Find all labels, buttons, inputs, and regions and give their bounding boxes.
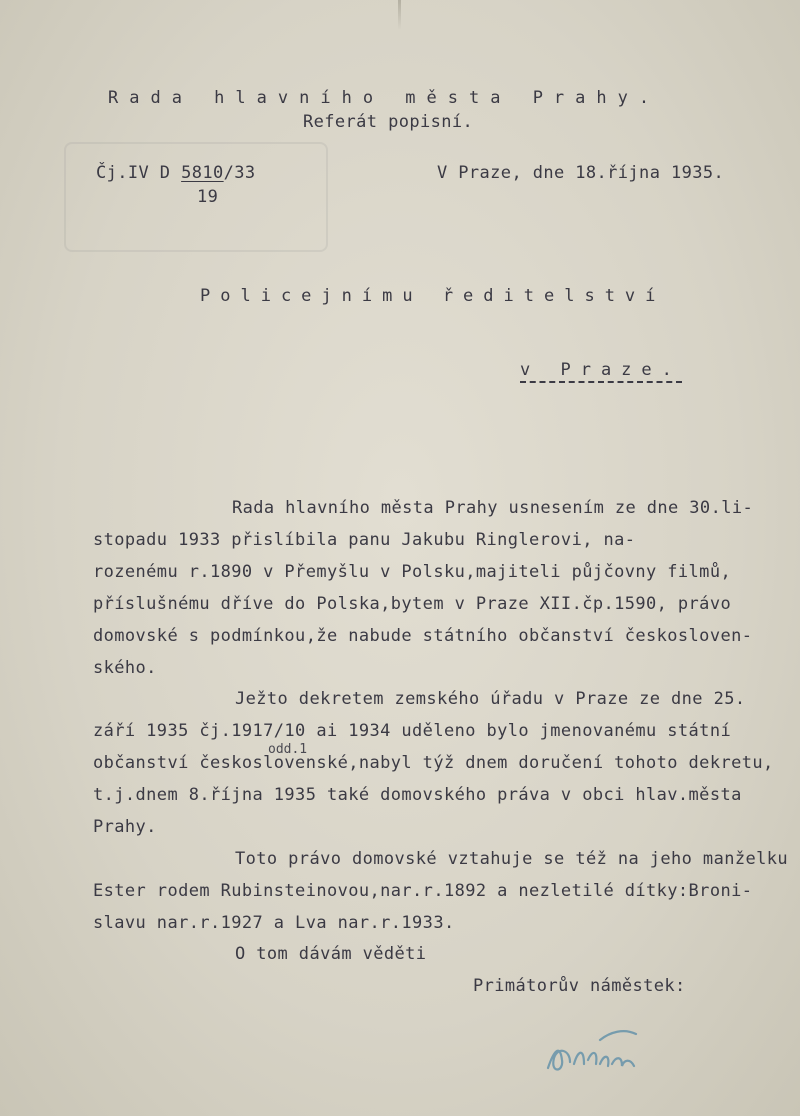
addressee-location-text: v Praze.	[520, 360, 682, 383]
body-line: stopadu 1933 přislíbila panu Jakubu Ringlerovi, na-	[93, 530, 636, 550]
body-line: O tom dávám věděti	[235, 944, 427, 964]
body-line: občanství československé,nabyl týž dnem doručení tohoto dekretu,	[93, 753, 774, 773]
closing-title: Primátorův náměstek:	[473, 976, 686, 996]
addressee-name: Policejnímu ředitelství	[200, 286, 666, 306]
body-line: t.j.dnem 8.října 1935 také domovského práva v obci hlav.města	[93, 785, 742, 805]
body-line: příslušnému dříve do Polska,bytem v Praze XII.čp.1590, právo	[93, 594, 732, 614]
reference-prefix: Čj.IV D	[96, 163, 182, 183]
place-and-date: V Praze, dne 18.října 1935.	[437, 163, 725, 183]
body-line: Prahy.	[93, 817, 157, 837]
body-line: rozenému r.1890 v Přemyšlu v Polsku,majiteli půjčovny filmů,	[93, 562, 732, 582]
body-line: Ester rodem Rubinsteinovou,nar.r.1892 a nezletilé dítky:Broni-	[93, 881, 753, 901]
reference-suffix: /33	[223, 163, 256, 183]
department-heading: Referát popisní.	[303, 112, 474, 132]
handwritten-signature	[540, 1020, 650, 1082]
faded-stamp	[64, 142, 328, 252]
body-line: Toto právo domovské vztahuje se též na jeho manželku	[235, 849, 789, 869]
handwritten-note: odd.1	[268, 742, 308, 757]
body-line: Ježto dekretem zemského úřadu v Praze ze dne 25.	[235, 689, 746, 709]
reference-sub-number: 19	[197, 187, 219, 207]
body-line: slavu nar.r.1927 a Lva nar.r.1933.	[93, 913, 455, 933]
body-line: září 1935 čj.1917/10 ai 1934 uděleno bylo jmenovanému státní	[93, 721, 732, 741]
reference-number	[96, 163, 256, 183]
addressee-location	[520, 360, 682, 380]
body-line: ského.	[93, 658, 157, 678]
body-line: Rada hlavního města Prahy usnesením ze dne 30.li-	[232, 498, 754, 518]
authority-heading: Rada hlavního města Prahy.	[108, 88, 661, 108]
reference-main: 5810	[181, 163, 224, 183]
paper-fold	[398, 0, 401, 30]
body-line: domovské s podmínkou,že nabude státního občanství českosloven-	[93, 626, 753, 646]
